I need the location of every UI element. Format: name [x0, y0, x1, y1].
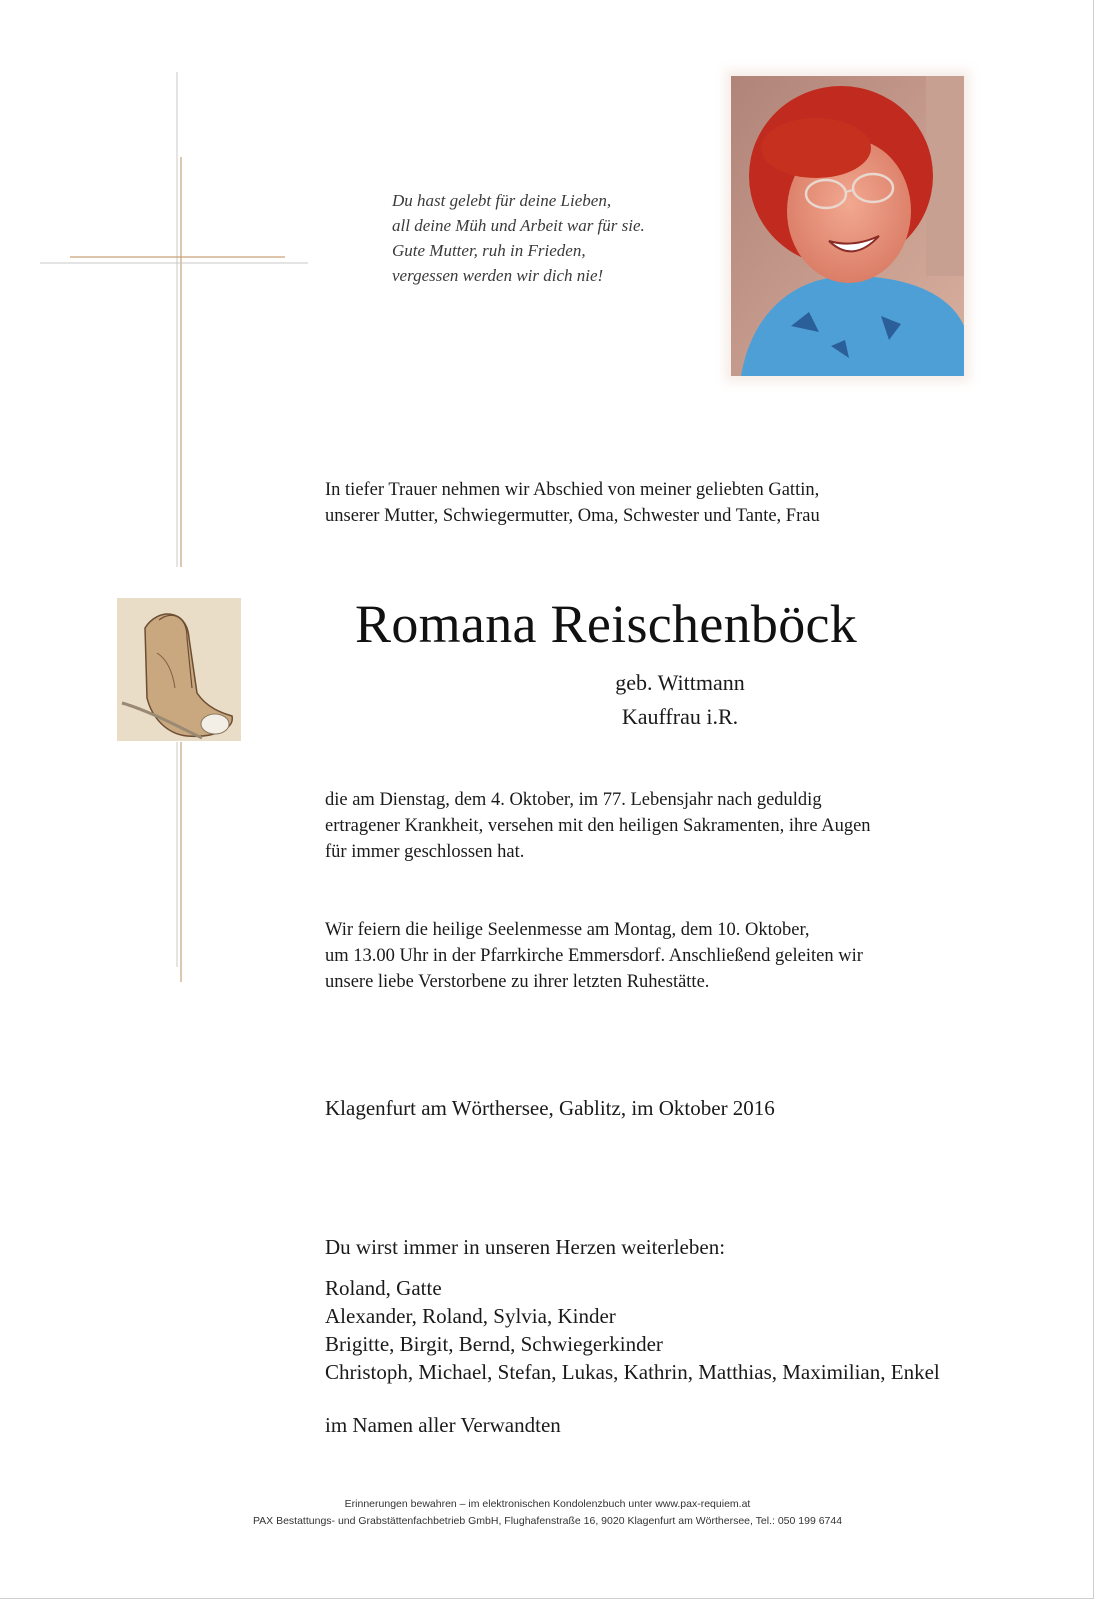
footer	[0, 1496, 1095, 1530]
intro-text	[325, 477, 1025, 529]
service-notice	[325, 917, 1025, 995]
praying-hands-image	[117, 598, 241, 741]
cross-icon	[40, 72, 310, 982]
footer-line-condolence: Erinnerungen bewahren – im elektronischen Kondolenzbuch unter www.pax-requiem.at	[344, 1498, 751, 1510]
death-notice-line: die am Dienstag, dem 4. Oktober, im 77. Lebensjahr nach geduldig	[325, 790, 822, 810]
profession: Kauffrau i.R.	[621, 704, 739, 729]
mourner-line: Christoph, Michael, Stefan, Lukas, Kathrin, Matthias, Maximilian, Enkel	[325, 1360, 940, 1384]
quote-line: vergessen werden wir dich nie!	[392, 266, 604, 285]
place-date: Klagenfurt am Wörthersee, Gablitz, im Oktober 2016	[325, 1096, 775, 1120]
quote-line: Gute Mutter, ruh in Frieden,	[392, 241, 586, 260]
footer-line-company: PAX Bestattungs- und Grabstättenfachbetrieb GmbH, Flughafenstraße 16, 9020 Klagenfurt am Wörthersee, Tel.: 050 199 6744	[252, 1515, 843, 1527]
death-notice	[325, 787, 1025, 865]
mourner-line: Brigitte, Birgit, Bernd, Schwiegerkinder	[325, 1332, 663, 1356]
mourners-list	[325, 1274, 1045, 1386]
portrait-photo	[731, 76, 964, 376]
quote-line: all deine Müh und Arbeit war für sie.	[392, 216, 645, 235]
deceased-name: Romana Reischenböck	[355, 594, 858, 654]
intro-line: In tiefer Trauer nehmen wir Abschied von meiner geliebten Gattin,	[325, 480, 820, 500]
service-line: um 13.00 Uhr in der Pfarrkirche Emmersdorf. Anschließend geleiten wir	[325, 946, 863, 966]
service-line: unsere liebe Verstorbene zu ihrer letzten Ruhestätte.	[325, 972, 710, 992]
intro-line: unserer Mutter, Schwiegermutter, Oma, Schwester und Tante, Frau	[325, 506, 820, 526]
birth-name: geb. Wittmann	[615, 670, 745, 695]
death-notice-line: ertragener Krankheit, versehen mit den heiligen Sakramenten, ihre Augen	[325, 816, 871, 836]
farewell-text: Du wirst immer in unseren Herzen weiterleben:	[325, 1235, 726, 1259]
memorial-quote	[392, 188, 702, 288]
mourner-line: Roland, Gatte	[325, 1276, 442, 1300]
death-notice-line: für immer geschlossen hat.	[325, 842, 525, 862]
service-line: Wir feiern die heilige Seelenmesse am Montag, dem 10. Oktober,	[325, 920, 810, 940]
mourner-line: Alexander, Roland, Sylvia, Kinder	[325, 1304, 616, 1328]
closing-text: im Namen aller Verwandten	[325, 1413, 561, 1437]
quote-line: Du hast gelebt für deine Lieben,	[392, 191, 612, 210]
